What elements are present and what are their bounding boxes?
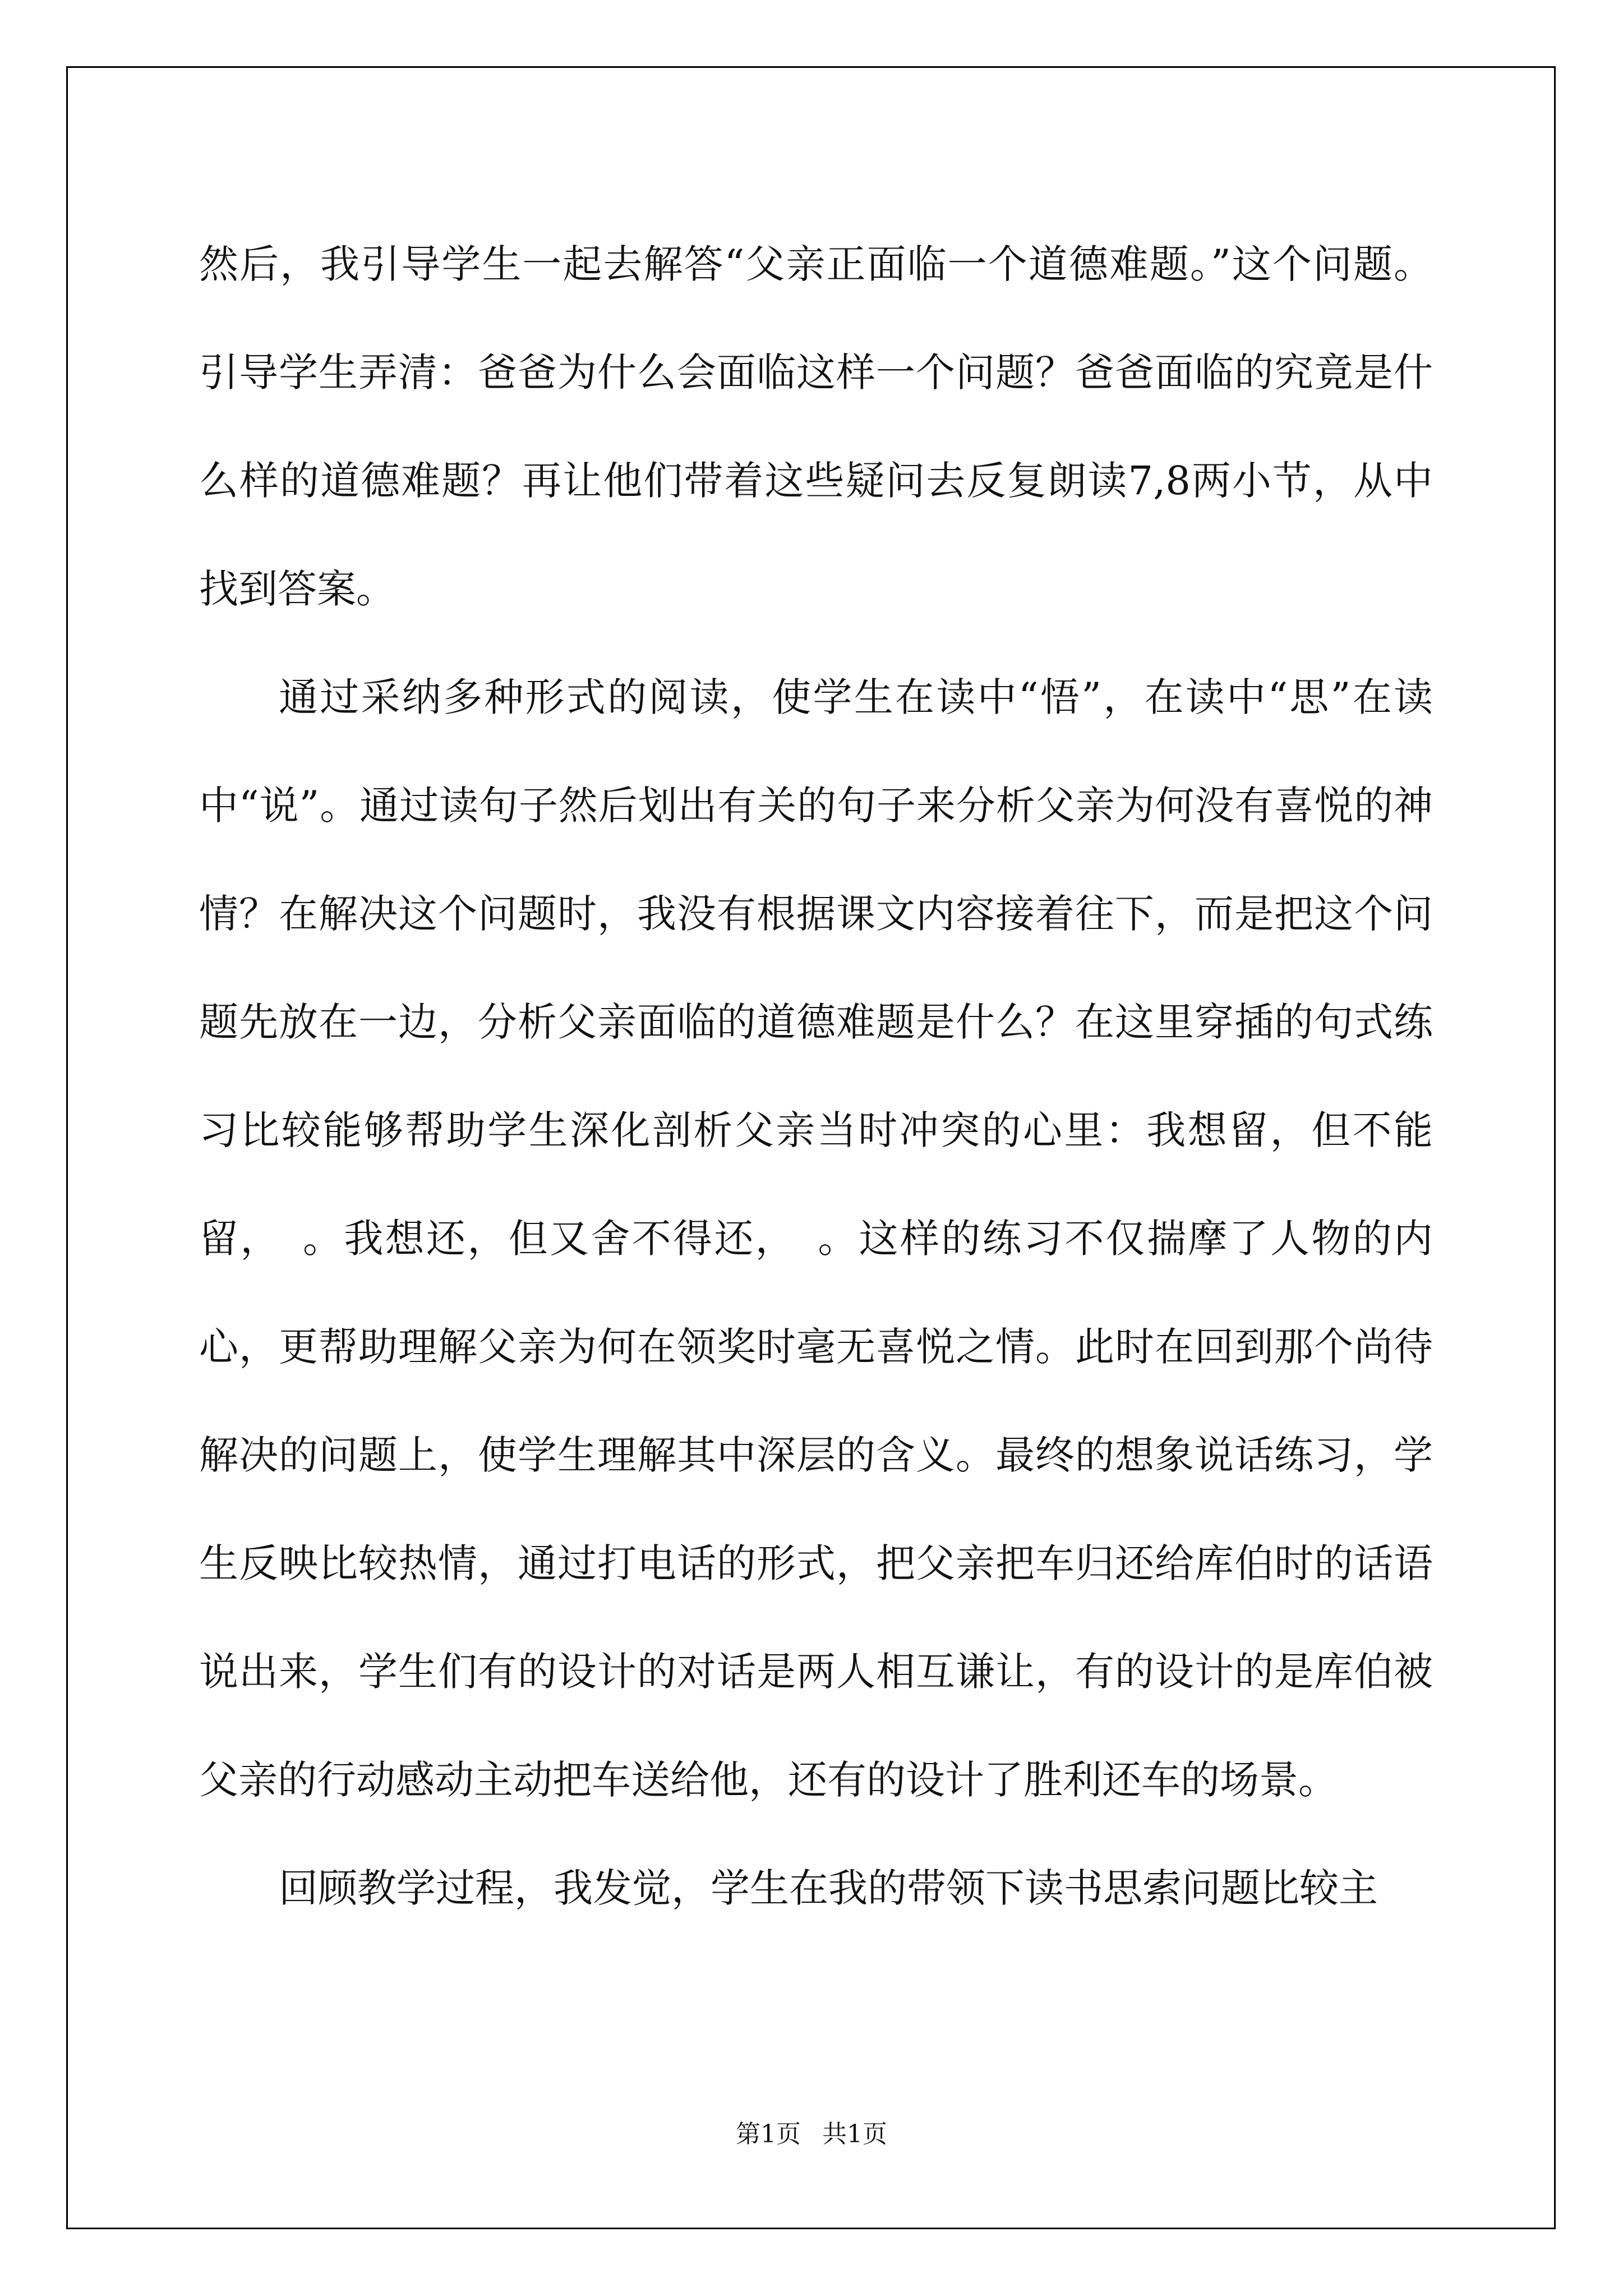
page-number: 第1页 bbox=[736, 2120, 801, 2148]
paragraph-1: 然后，我引导学生一起去解答“父亲正面临一个道德难题。”这个问题。引导学生弄清：爸爸为什么会面临这样一个问题？爸爸面临的究竟是什么样的道德难题？再让他们带着这些疑问去反复朗读7,8两小节，从中找到答案。 bbox=[199, 241, 1433, 612]
page-total: 共1页 bbox=[822, 2120, 887, 2148]
document-body bbox=[199, 210, 1433, 1943]
paragraph-2: 通过采纳多种形式的阅读，使学生在读中“悟”，在读中“思”在读中“说”。通过读句子然后划出有关的句子来分析父亲为何没有喜悦的神情？在解决这个问题时，我没有根据课文内容接着往下，而是把这个问题先放在一边，分析父亲面临的道德难题是什么？在这里穿插的句式练习比较能够帮助学生深化剖析父亲当时冲突的心里：我想留，但不能留， 。我想还，但又舍不得还， 。这样的练习不仅揣摩了人物的内心，更帮助理解父亲为何在领奖时毫无喜悦之情。此时在回到那个尚待解决的问题上，使学生理解其中深层的含义。最终的想象说话练习，学生反映比较热情，通过打电话的形式，把父亲把车归还给库伯时的话语说出来，学生们有的设计的对话是两人相互谦让，有的设计的是库伯被父亲的行动感动主动把车送给他，还有的设计了胜利还车的场景。 bbox=[199, 674, 1433, 1803]
paragraph-3: 回顾教学过程，我发觉，学生在我的带领下读书思索问题比较主 bbox=[279, 1865, 1378, 1911]
page-footer bbox=[0, 2114, 1623, 2150]
